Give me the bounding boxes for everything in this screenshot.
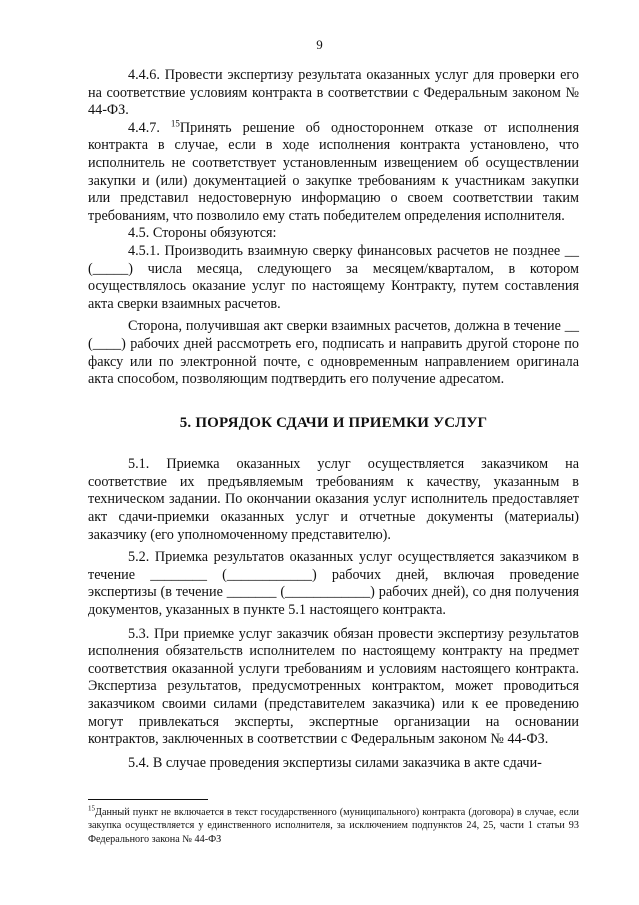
clause-4-4-7-number: 4.4.7. [128,119,171,136]
clause-5-1: 5.1. Приемка оказанных услуг осуществляется заказчиком на соответствие их предъявляемым требованиям к качеству, указанным в техническом задании. По окончании оказания услуг исполнитель предоставляет акт сдачи-приемки оказанных услуг и отчетные документы (материалы) заказчику (его уполномоченному представителю). [88,456,579,543]
clause-5-2: 5.2. Приемка результатов оказанных услуг осуществляется заказчиком в течение ________ (____________) рабочих дней, включая проведение экспертизы (в течение _______ (____________) рабочих дней), со дня получения документов, указанных в пункте 5.1 настоящего контракта. [88,549,579,619]
clause-4-4-7 [88,120,579,226]
clause-4-5: 4.5. Стороны обязуются: [128,225,277,242]
footnote-ref-15[interactable]: 15 [170,118,180,129]
clause-4-4-6: 4.4.6. Провести экспертизу результата оказанных услуг для проверки его на соответствие условиям контракта в соответствии с Федеральным законом № 44-ФЗ. [88,67,579,119]
section-heading: 5. ПОРЯДОК СДАЧИ И ПРИЕМКИ УСЛУГ [179,414,488,431]
page-number: 9 [316,37,323,52]
clause-5-3: 5.3. При приемке услуг заказчик обязан провести экспертизу результатов исполнения обязательств исполнителем по настоящему контракту на предмет соответствия оказанной услуги требованиям и условиям настоящего контракта. Экспертиза результатов, предусмотренных контрактом, может проводиться заказчиком своими силами (представителем заказчика) или к ее проведению могут привлекаться эксперты, экспертные организации на основании контрактов, заключенных в соответствии с Федеральным законом № 44-ФЗ. [88,625,579,748]
document-body [88,67,579,772]
clause-5-4: 5.4. В случае проведения экспертизы силами заказчика в акте сдачи- [128,754,542,771]
footnote-separator [88,799,208,800]
clause-4-4-7-text: Принять решение об одностороннем отказе от исполнения контракта в случае, если в ходе исполнения контракта установлено, что исполнитель не соответствует установленным извещением об осуществлении закупки и (или) документацией о закупке требованиям к участникам закупки или представил недостоверную информацию о своем соответствии таким требованиям, что позволило ему стать победителем определения исполнителя. [88,119,580,224]
footnote-text: Данный пункт не включается в текст государственного (муниципального) контракта (договора) в случае, если закупка осуществляется у единственного исполнителя, за исключением подпунктов 24, 25, части 1 статьи 93 Федерального закона № 44-ФЗ [88,807,579,845]
footnote-number: 15 [88,804,95,813]
footnote [88,806,579,846]
clause-4-5-1: 4.5.1. Производить взаимную сверку финансовых расчетов не позднее __ (_____) числа месяца, следующего за месяцем/кварталом, в котором осуществлялось оказание услуг по настоящему Контракту, путем составления акта сверки взаимных расчетов. [88,242,579,312]
clause-reconciliation-party: Сторона, получившая акт сверки взаимных расчетов, должна в течение __ (____) рабочих дней рассмотреть его, подписать и направить другой стороне по факсу или по электронной почте, с одновременным направлением оригинала акта способом, позволяющим подтвердить его получение адресатом. [88,318,579,388]
